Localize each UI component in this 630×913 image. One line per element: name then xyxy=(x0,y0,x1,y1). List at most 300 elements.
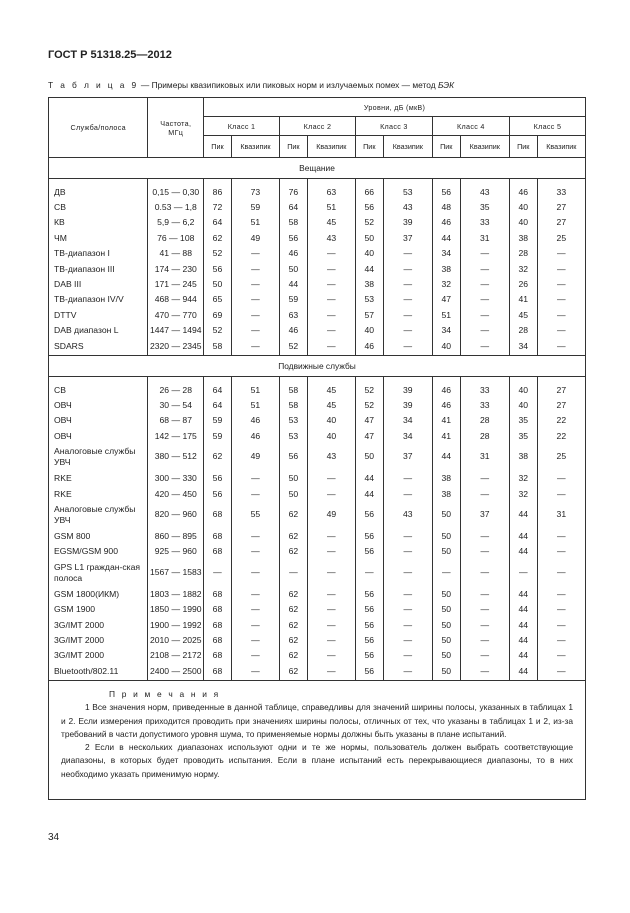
table-row xyxy=(49,307,586,322)
quasipeak-value: — xyxy=(231,601,279,616)
quasipeak-value: — xyxy=(537,559,585,586)
quasipeak-value: — xyxy=(307,528,355,543)
quasipeak-value: 31 xyxy=(460,230,509,245)
quasipeak-value: — xyxy=(231,261,279,276)
peak-value: 56 xyxy=(204,470,232,485)
peak-value: 56 xyxy=(279,443,307,470)
peak-value: 64 xyxy=(204,215,232,230)
table-row xyxy=(49,544,586,559)
quasipeak-value: — xyxy=(460,559,509,586)
frequency-range: 1567 — 1583 xyxy=(148,559,204,586)
quasipeak-value: — xyxy=(460,338,509,356)
peak-value: 50 xyxy=(432,648,460,663)
peak-value: 62 xyxy=(279,648,307,663)
col-header-frequency xyxy=(148,98,204,158)
quasipeak-value: — xyxy=(231,338,279,356)
quasipeak-value: 49 xyxy=(231,443,279,470)
quasipeak-value: — xyxy=(231,276,279,291)
sub-header-peak: Пик xyxy=(509,136,537,158)
peak-value: 59 xyxy=(204,428,232,443)
peak-value: 44 xyxy=(432,443,460,470)
quasipeak-value: 43 xyxy=(460,184,509,199)
quasipeak-value: 55 xyxy=(231,501,279,528)
peak-value: 63 xyxy=(279,307,307,322)
peak-value: — xyxy=(509,559,537,586)
peak-value: 86 xyxy=(204,184,232,199)
quasipeak-value: — xyxy=(383,559,432,586)
quasipeak-value: — xyxy=(383,586,432,601)
service-name: DTTV xyxy=(49,307,148,322)
table-row xyxy=(49,601,586,616)
frequency-range: 820 — 960 xyxy=(148,501,204,528)
peak-value: 58 xyxy=(279,382,307,397)
notes-block xyxy=(48,680,586,800)
class-header-3: Класс 3 xyxy=(355,117,432,136)
col-header-frequency-line1: Частота, xyxy=(160,118,192,128)
quasipeak-value: 40 xyxy=(307,413,355,428)
peak-value: 65 xyxy=(204,292,232,307)
peak-value: 46 xyxy=(355,338,383,356)
quasipeak-value: 45 xyxy=(307,397,355,412)
peak-value: 40 xyxy=(509,397,537,412)
quasipeak-value: — xyxy=(307,323,355,338)
peak-value: 62 xyxy=(204,230,232,245)
peak-value: — xyxy=(279,559,307,586)
quasipeak-value: 27 xyxy=(537,382,585,397)
quasipeak-value: 51 xyxy=(231,397,279,412)
peak-value: 44 xyxy=(509,528,537,543)
peak-value: 50 xyxy=(279,486,307,501)
quasipeak-value: — xyxy=(307,544,355,559)
quasipeak-value: — xyxy=(231,486,279,501)
quasipeak-value: 37 xyxy=(383,443,432,470)
quasipeak-value: — xyxy=(537,544,585,559)
quasipeak-value: 39 xyxy=(383,382,432,397)
table-caption-text: — Примеры квазипиковых или пиковых норм и излучаемых помех — метод xyxy=(138,80,438,90)
quasipeak-value: 25 xyxy=(537,230,585,245)
quasipeak-value: — xyxy=(307,586,355,601)
service-name: 3G/IMT 2000 xyxy=(49,632,148,647)
peak-value: 44 xyxy=(509,601,537,616)
peak-value: 50 xyxy=(432,617,460,632)
frequency-range: 860 — 895 xyxy=(148,528,204,543)
peak-value: 76 xyxy=(279,184,307,199)
frequency-range: 2108 — 2172 xyxy=(148,648,204,663)
peak-value: 56 xyxy=(279,230,307,245)
quasipeak-value: 51 xyxy=(307,199,355,214)
sub-header-peak: Пик xyxy=(279,136,307,158)
quasipeak-value: 46 xyxy=(231,413,279,428)
peak-value: 53 xyxy=(279,428,307,443)
peak-value: — xyxy=(432,559,460,586)
peak-value: 64 xyxy=(204,397,232,412)
peak-value: 58 xyxy=(279,397,307,412)
class-header-5: Класс 5 xyxy=(509,117,585,136)
quasipeak-value: — xyxy=(460,648,509,663)
peak-value: 47 xyxy=(432,292,460,307)
peak-value: 59 xyxy=(279,292,307,307)
quasipeak-value: 63 xyxy=(307,184,355,199)
peak-value: 44 xyxy=(509,632,537,647)
table-row xyxy=(49,292,586,307)
sub-header-quasipeak: Квазипик xyxy=(460,136,509,158)
peak-value: 52 xyxy=(204,246,232,261)
sub-header-quasipeak: Квазипик xyxy=(307,136,355,158)
frequency-range: 5,9 — 6,2 xyxy=(148,215,204,230)
peak-value: 44 xyxy=(509,648,537,663)
peak-value: 44 xyxy=(509,544,537,559)
quasipeak-value: 49 xyxy=(231,230,279,245)
quasipeak-value: 27 xyxy=(537,199,585,214)
quasipeak-value: — xyxy=(307,663,355,681)
peak-value: 50 xyxy=(432,586,460,601)
peak-value: 47 xyxy=(355,428,383,443)
quasipeak-value: — xyxy=(537,261,585,276)
limits-table xyxy=(48,97,586,681)
peak-value: 28 xyxy=(509,246,537,261)
peak-value: 44 xyxy=(355,486,383,501)
quasipeak-value: — xyxy=(537,632,585,647)
quasipeak-value: 45 xyxy=(307,215,355,230)
peak-value: 53 xyxy=(355,292,383,307)
peak-value: 58 xyxy=(204,338,232,356)
peak-value: 50 xyxy=(279,261,307,276)
peak-value: 68 xyxy=(204,501,232,528)
quasipeak-value: — xyxy=(537,648,585,663)
quasipeak-value: — xyxy=(307,617,355,632)
sub-header-quasipeak: Квазипик xyxy=(537,136,585,158)
peak-value: 44 xyxy=(509,586,537,601)
table-row xyxy=(49,413,586,428)
quasipeak-value: — xyxy=(383,632,432,647)
quasipeak-value: — xyxy=(460,276,509,291)
frequency-range: 68 — 87 xyxy=(148,413,204,428)
quasipeak-value: — xyxy=(537,528,585,543)
sub-header-peak: Пик xyxy=(204,136,232,158)
peak-value: 50 xyxy=(432,501,460,528)
peak-value: 62 xyxy=(279,663,307,681)
peak-value: 46 xyxy=(432,397,460,412)
quasipeak-value: 46 xyxy=(231,428,279,443)
peak-value: 62 xyxy=(279,617,307,632)
quasipeak-value: — xyxy=(231,663,279,681)
quasipeak-value: — xyxy=(383,544,432,559)
sub-header-quasipeak: Квазипик xyxy=(383,136,432,158)
service-name: Аналоговые службы УВЧ xyxy=(49,501,148,528)
peak-value: 40 xyxy=(355,323,383,338)
peak-value: 57 xyxy=(355,307,383,322)
quasipeak-value: 37 xyxy=(383,230,432,245)
peak-value: 50 xyxy=(279,470,307,485)
quasipeak-value: 43 xyxy=(307,443,355,470)
peak-value: 35 xyxy=(509,413,537,428)
peak-value: 52 xyxy=(355,215,383,230)
peak-value: 32 xyxy=(509,470,537,485)
peak-value: 56 xyxy=(355,544,383,559)
peak-value: 62 xyxy=(279,601,307,616)
peak-value: 41 xyxy=(432,428,460,443)
quasipeak-value: — xyxy=(231,307,279,322)
quasipeak-value: 51 xyxy=(231,382,279,397)
quasipeak-value: — xyxy=(231,246,279,261)
peak-value: 59 xyxy=(204,413,232,428)
col-header-levels: Уровни, дБ (мкВ) xyxy=(204,98,586,117)
service-name: Аналоговые службы УВЧ xyxy=(49,443,148,470)
table-row xyxy=(49,486,586,501)
quasipeak-value: — xyxy=(307,648,355,663)
peak-value: 50 xyxy=(432,632,460,647)
peak-value: 52 xyxy=(355,382,383,397)
service-name: EGSM/GSM 900 xyxy=(49,544,148,559)
quasipeak-value: — xyxy=(231,617,279,632)
peak-value: 38 xyxy=(432,261,460,276)
peak-value: 72 xyxy=(204,199,232,214)
peak-value: 44 xyxy=(279,276,307,291)
frequency-range: 468 — 944 xyxy=(148,292,204,307)
peak-value: 46 xyxy=(279,323,307,338)
quasipeak-value: 27 xyxy=(537,397,585,412)
peak-value: 40 xyxy=(355,246,383,261)
peak-value: — xyxy=(355,559,383,586)
quasipeak-value: — xyxy=(460,544,509,559)
peak-value: 68 xyxy=(204,528,232,543)
peak-value: 40 xyxy=(509,382,537,397)
service-name: ОВЧ xyxy=(49,397,148,412)
service-name: ТВ-диапазон IV/V xyxy=(49,292,148,307)
table-row xyxy=(49,632,586,647)
peak-value: 40 xyxy=(432,338,460,356)
quasipeak-value: 27 xyxy=(537,215,585,230)
peak-value: 52 xyxy=(204,323,232,338)
notes-title: П р и м е ч а н и я xyxy=(109,689,221,699)
frequency-range: 0,15 — 0,30 xyxy=(148,184,204,199)
table-row xyxy=(49,246,586,261)
peak-value: 50 xyxy=(355,230,383,245)
quasipeak-value: — xyxy=(460,528,509,543)
quasipeak-value: — xyxy=(460,246,509,261)
peak-value: 62 xyxy=(279,528,307,543)
quasipeak-value: — xyxy=(383,338,432,356)
peak-value: 32 xyxy=(509,261,537,276)
quasipeak-value: 31 xyxy=(460,443,509,470)
peak-value: — xyxy=(204,559,232,586)
quasipeak-value: — xyxy=(460,586,509,601)
service-name: GSM 1900 xyxy=(49,601,148,616)
table-row xyxy=(49,323,586,338)
service-name: ТВ-диапазон I xyxy=(49,246,148,261)
peak-value: 52 xyxy=(279,338,307,356)
quasipeak-value: — xyxy=(231,292,279,307)
quasipeak-value: — xyxy=(537,307,585,322)
quasipeak-value: 34 xyxy=(383,428,432,443)
quasipeak-value: — xyxy=(307,559,355,586)
quasipeak-value: — xyxy=(307,292,355,307)
quasipeak-value: — xyxy=(231,528,279,543)
frequency-range: 1447 — 1494 xyxy=(148,323,204,338)
table-row xyxy=(49,648,586,663)
peak-value: 68 xyxy=(204,617,232,632)
table-caption xyxy=(48,80,454,90)
peak-value: 68 xyxy=(204,601,232,616)
frequency-range: 925 — 960 xyxy=(148,544,204,559)
peak-value: 44 xyxy=(432,230,460,245)
peak-value: 64 xyxy=(279,199,307,214)
quasipeak-value: 33 xyxy=(460,215,509,230)
section-title: Подвижные службы xyxy=(49,355,586,376)
quasipeak-value: 37 xyxy=(460,501,509,528)
service-name: Bluetooth/802.11 xyxy=(49,663,148,681)
peak-value: 68 xyxy=(204,648,232,663)
quasipeak-value: — xyxy=(307,486,355,501)
peak-value: 38 xyxy=(355,276,383,291)
quasipeak-value: — xyxy=(537,486,585,501)
peak-value: 44 xyxy=(509,617,537,632)
table-caption-prefix: Т а б л и ц а 9 xyxy=(48,80,139,90)
peak-value: 53 xyxy=(279,413,307,428)
service-name: RKE xyxy=(49,470,148,485)
peak-value: 56 xyxy=(355,632,383,647)
peak-value: 62 xyxy=(279,544,307,559)
quasipeak-value: 43 xyxy=(307,230,355,245)
quasipeak-value: — xyxy=(460,292,509,307)
service-name: ДВ xyxy=(49,184,148,199)
quasipeak-value: — xyxy=(383,663,432,681)
peak-value: 51 xyxy=(432,307,460,322)
quasipeak-value: 43 xyxy=(383,199,432,214)
peak-value: 40 xyxy=(509,199,537,214)
peak-value: 50 xyxy=(432,544,460,559)
peak-value: 32 xyxy=(432,276,460,291)
section-title: Вещание xyxy=(49,158,586,179)
peak-value: 56 xyxy=(355,648,383,663)
peak-value: 56 xyxy=(355,617,383,632)
quasipeak-value: 35 xyxy=(460,199,509,214)
quasipeak-value: 34 xyxy=(383,413,432,428)
frequency-range: 76 — 108 xyxy=(148,230,204,245)
quasipeak-value: — xyxy=(537,601,585,616)
peak-value: 52 xyxy=(355,397,383,412)
service-name: 3G/IMT 2000 xyxy=(49,648,148,663)
frequency-range: 470 — 770 xyxy=(148,307,204,322)
quasipeak-value: — xyxy=(231,632,279,647)
peak-value: 56 xyxy=(355,528,383,543)
quasipeak-value: 49 xyxy=(307,501,355,528)
quasipeak-value: 28 xyxy=(460,428,509,443)
quasipeak-value: — xyxy=(383,307,432,322)
quasipeak-value: — xyxy=(460,601,509,616)
note-2: 2 Если в нескольких диапазонах используют одни и те же нормы, пользователь должен выбрать соответствующие диапазоны, в которых будет проводить испытания. Если в плане испытаний есть перекрывающиеся диапазоны, то в них необходимо указать применимую норму. xyxy=(61,742,573,779)
quasipeak-value: 43 xyxy=(383,501,432,528)
frequency-range: 2010 — 2025 xyxy=(148,632,204,647)
quasipeak-value: 53 xyxy=(383,184,432,199)
table-row xyxy=(49,261,586,276)
service-name: GSM 800 xyxy=(49,528,148,543)
frequency-range: 2320 — 2345 xyxy=(148,338,204,356)
table-row xyxy=(49,559,586,586)
peak-value: 56 xyxy=(204,261,232,276)
quasipeak-value: — xyxy=(537,338,585,356)
peak-value: 35 xyxy=(509,428,537,443)
peak-value: 47 xyxy=(355,413,383,428)
quasipeak-value: 22 xyxy=(537,413,585,428)
frequency-range: 380 — 512 xyxy=(148,443,204,470)
quasipeak-value: — xyxy=(307,470,355,485)
peak-value: 50 xyxy=(432,528,460,543)
frequency-range: 0.53 — 1,8 xyxy=(148,199,204,214)
frequency-range: 300 — 330 xyxy=(148,470,204,485)
peak-value: 34 xyxy=(432,246,460,261)
service-name: RKE xyxy=(49,486,148,501)
table-row xyxy=(49,397,586,412)
quasipeak-value: 31 xyxy=(537,501,585,528)
sub-header-quasipeak: Квазипик xyxy=(231,136,279,158)
quasipeak-value: — xyxy=(537,323,585,338)
quasipeak-value: — xyxy=(460,617,509,632)
quasipeak-value: — xyxy=(307,601,355,616)
peak-value: 56 xyxy=(432,184,460,199)
service-name: GSM 1800(ИКМ) xyxy=(49,586,148,601)
frequency-range: 26 — 28 xyxy=(148,382,204,397)
quasipeak-value: 28 xyxy=(460,413,509,428)
quasipeak-value: — xyxy=(307,338,355,356)
frequency-range: 1803 — 1882 xyxy=(148,586,204,601)
peak-value: 38 xyxy=(432,486,460,501)
peak-value: 68 xyxy=(204,663,232,681)
class-header-2: Класс 2 xyxy=(279,117,355,136)
quasipeak-value: — xyxy=(383,470,432,485)
table-row xyxy=(49,528,586,543)
quasipeak-value: — xyxy=(460,307,509,322)
peak-value: 64 xyxy=(204,382,232,397)
service-name: GPS L1 граждан-ская полоса xyxy=(49,559,148,586)
quasipeak-value: — xyxy=(231,586,279,601)
quasipeak-value: — xyxy=(460,323,509,338)
table-row xyxy=(49,617,586,632)
peak-value: 69 xyxy=(204,307,232,322)
quasipeak-value: — xyxy=(383,617,432,632)
quasipeak-value: — xyxy=(307,307,355,322)
quasipeak-value: — xyxy=(307,276,355,291)
peak-value: 26 xyxy=(509,276,537,291)
quasipeak-value: — xyxy=(537,470,585,485)
peak-value: 38 xyxy=(509,443,537,470)
peak-value: 48 xyxy=(432,199,460,214)
peak-value: 34 xyxy=(509,338,537,356)
peak-value: 38 xyxy=(432,470,460,485)
frequency-range: 142 — 175 xyxy=(148,428,204,443)
quasipeak-value: — xyxy=(460,632,509,647)
quasipeak-value: — xyxy=(383,486,432,501)
document-header: ГОСТ Р 51318.25—2012 xyxy=(48,49,172,61)
frequency-range: 30 — 54 xyxy=(148,397,204,412)
quasipeak-value: 51 xyxy=(231,215,279,230)
peak-value: 62 xyxy=(279,586,307,601)
quasipeak-value: — xyxy=(383,323,432,338)
frequency-range: 1850 — 1990 xyxy=(148,601,204,616)
service-name: 3G/IMT 2000 xyxy=(49,617,148,632)
service-name: DAB III xyxy=(49,276,148,291)
table-row xyxy=(49,230,586,245)
service-name: DAB диапазон L xyxy=(49,323,148,338)
class-header-4: Класс 4 xyxy=(432,117,509,136)
service-name: ОВЧ xyxy=(49,428,148,443)
quasipeak-value: — xyxy=(231,559,279,586)
peak-value: 58 xyxy=(279,215,307,230)
quasipeak-value: — xyxy=(537,292,585,307)
quasipeak-value: — xyxy=(231,544,279,559)
peak-value: 45 xyxy=(509,307,537,322)
service-name: ЧМ xyxy=(49,230,148,245)
